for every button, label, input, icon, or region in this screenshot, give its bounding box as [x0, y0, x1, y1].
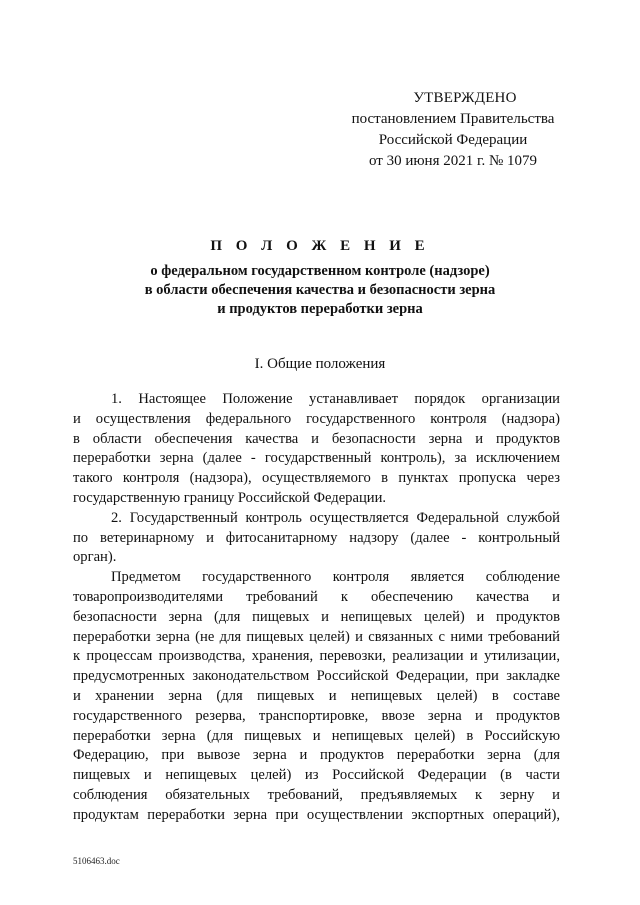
- document-subtitle: [0, 262, 640, 319]
- paragraph-line: и хранении зерна (для пищевых и непищевых целей) в составе: [73, 687, 560, 704]
- paragraph-line: переработки зерна (не для пищевых целей) и связанных с ними требований: [73, 628, 560, 645]
- paragraph-line: Федерацию, при вывозе зерна и продуктов переработки зерна (для: [73, 747, 560, 764]
- paragraph-line: и осуществления федерального государственного контроля (надзора): [73, 410, 560, 427]
- paragraph-line: предусмотренных законодательством Российской Федерации, при закладке: [73, 668, 560, 685]
- approval-line: постановлением Правительства: [351, 111, 555, 127]
- paragraph-line: государственную границу Российской Федерации.: [73, 489, 387, 506]
- paragraph-line: в области обеспечения качества и безопасности зерна и продуктов: [73, 430, 560, 447]
- body-text: [73, 390, 560, 826]
- subtitle-line: о федеральном государственном контроле (надзоре): [150, 263, 490, 279]
- section-heading: I. Общие положения: [254, 356, 386, 372]
- approval-date-number: от 30 июня 2021 г. № 1079: [368, 153, 538, 169]
- approval-block: [338, 88, 568, 172]
- paragraph-line: государственного резерва, транспортировке, ввозе зерна и продуктов: [73, 707, 560, 724]
- subtitle-line: и продуктов переработки зерна: [217, 301, 423, 317]
- footer-filename: 5106463.doc: [73, 856, 120, 866]
- paragraph-line: переработки зерна (далее - государственный контроль), за исключением: [73, 450, 560, 467]
- paragraph-line: 2. Государственный контроль осуществляется Федеральной службой: [111, 509, 560, 526]
- subtitle-line: в области обеспечения качества и безопасности зерна: [144, 282, 496, 298]
- paragraph-line: переработки зерна (для пищевых и непищевых целей) в Российскую: [73, 727, 560, 744]
- paragraph-line: к процессам производства, хранения, перевозки, реализации и утилизации,: [73, 648, 560, 665]
- paragraph-line: орган).: [73, 549, 117, 566]
- paragraph-line: соблюдения обязательных требований, предъявляемых к зерну и: [73, 786, 560, 803]
- paragraph-line: безопасности зерна (для пищевых и непищевых целей) и продуктов: [73, 608, 560, 625]
- paragraph-line: пищевых и непищевых целей) из Российской Федерации (в части: [73, 767, 560, 784]
- approval-heading: УТВЕРЖДЕНО: [413, 90, 517, 106]
- paragraph-line: товаропроизводителями требований к обеспечению качества и: [73, 588, 560, 605]
- document-title: П О Л О Ж Е Н И Е: [210, 238, 430, 254]
- paragraph-line: продуктам переработки зерна при осуществлении экспортных операций),: [73, 806, 560, 823]
- paragraph-line: Предметом государственного контроля является соблюдение: [111, 569, 560, 586]
- approval-line: Российской Федерации: [378, 132, 528, 148]
- paragraph-line: 1. Настоящее Положение устанавливает порядок организации: [111, 391, 560, 407]
- paragraph-line: такого контроля (надзора), осуществляемого в пунктах пропуска через: [73, 470, 560, 487]
- paragraph-line: по ветеринарному и фитосанитарному надзору (далее - контрольный: [73, 529, 560, 546]
